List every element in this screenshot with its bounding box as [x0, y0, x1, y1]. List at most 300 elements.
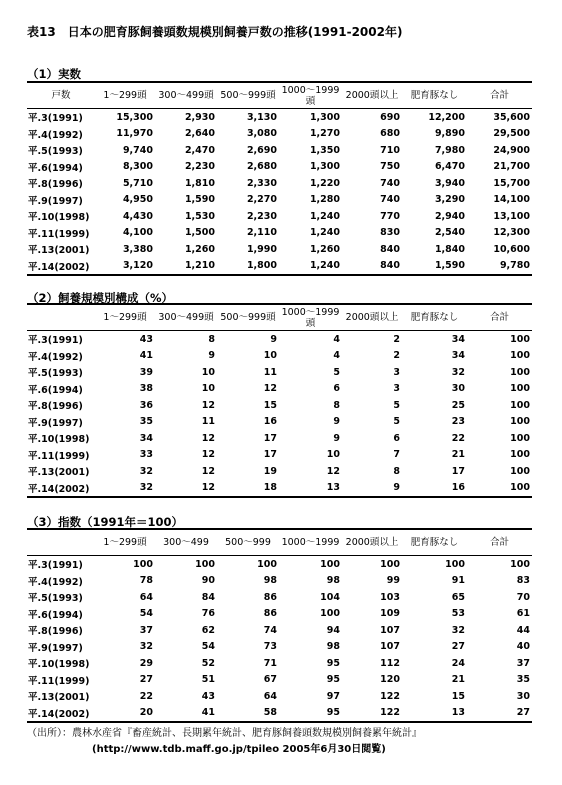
- value-cell: 100: [510, 383, 530, 395]
- value-cell: 15,700: [493, 177, 530, 189]
- value-cell: 3,120: [95, 258, 155, 276]
- table-row: [27, 705, 532, 723]
- value-cell: 27: [139, 674, 153, 686]
- value-cell: 840: [342, 258, 402, 276]
- value-cell: 32: [451, 366, 465, 378]
- value-cell: 5: [393, 416, 400, 428]
- table-row: [27, 241, 532, 258]
- value-cell: 1,240: [309, 210, 340, 222]
- value-cell: 17: [263, 449, 277, 461]
- value-cell: 1,260: [184, 243, 215, 255]
- value-cell: 100: [510, 449, 530, 461]
- value-cell: 84: [201, 591, 215, 603]
- table-row: [27, 414, 532, 431]
- value-cell: 97: [326, 690, 340, 702]
- column-header: 1000～1999頭: [279, 82, 342, 109]
- table-row: [27, 159, 532, 176]
- value-cell: 51: [201, 674, 215, 686]
- value-cell: 4,950: [122, 194, 153, 206]
- value-cell: 22: [451, 432, 465, 444]
- value-cell: 8: [333, 399, 340, 411]
- value-cell: 43: [201, 690, 215, 702]
- value-cell: 12: [201, 399, 215, 411]
- value-cell: 3,290: [434, 194, 465, 206]
- value-cell: 1,530: [184, 210, 215, 222]
- year-cell: 平.14(2002): [27, 258, 95, 276]
- table-actual-counts: [27, 81, 532, 276]
- value-cell: 8: [393, 465, 400, 477]
- table-row: [27, 639, 532, 656]
- value-cell: 2,940: [434, 210, 465, 222]
- value-cell: 6: [333, 383, 340, 395]
- value-cell: 86: [263, 591, 277, 603]
- value-cell: 34: [451, 350, 465, 362]
- value-cell: 27: [451, 641, 465, 653]
- value-cell: 8,300: [122, 161, 153, 173]
- value-cell: 20: [95, 705, 155, 723]
- value-cell: 58: [217, 705, 279, 723]
- value-cell: 23: [451, 416, 465, 428]
- value-cell: 10: [201, 383, 215, 395]
- table-row: [27, 126, 532, 143]
- value-cell: 3,080: [246, 128, 277, 140]
- value-cell: 94: [326, 624, 340, 636]
- value-cell: 11: [263, 366, 277, 378]
- value-cell: 107: [380, 624, 400, 636]
- value-cell: 100: [510, 350, 530, 362]
- value-cell: 100: [195, 558, 215, 570]
- value-cell: 9,780: [467, 258, 532, 276]
- value-cell: 32: [139, 465, 153, 477]
- year-cell: 平.10(1998): [28, 434, 90, 446]
- value-cell: 9: [270, 333, 277, 345]
- year-cell: 平.4(1992): [28, 129, 83, 141]
- value-cell: 830: [380, 227, 400, 239]
- column-header: 合計: [467, 82, 532, 109]
- value-cell: 64: [263, 690, 277, 702]
- value-cell: 2: [393, 350, 400, 362]
- value-cell: 9: [333, 416, 340, 428]
- column-header: 500～999頭: [217, 304, 279, 331]
- value-cell: 99: [386, 575, 400, 587]
- value-cell: 35: [139, 416, 153, 428]
- value-cell: 70: [516, 591, 530, 603]
- value-cell: 12,200: [428, 111, 465, 123]
- value-cell: 17: [451, 465, 465, 477]
- value-cell: 1,240: [309, 227, 340, 239]
- column-header: 2000頭以上: [342, 304, 402, 331]
- column-header: 肥育豚なし: [402, 529, 467, 556]
- table-row: [27, 672, 532, 689]
- value-cell: 43: [139, 333, 153, 345]
- table-row: [27, 397, 532, 414]
- value-cell: 1,800: [217, 258, 279, 276]
- source-url: (http://www.tdb.maff.go.jp/tpileo 2005年6月30日閲覧): [92, 744, 386, 755]
- value-cell: 100: [257, 558, 277, 570]
- value-cell: 14,100: [493, 194, 530, 206]
- value-cell: 61: [516, 608, 530, 620]
- value-cell: 32: [95, 480, 155, 498]
- year-cell: 平.14(2002): [27, 480, 95, 498]
- value-cell: 12,300: [493, 227, 530, 239]
- year-cell: 平.5(1993): [28, 146, 83, 158]
- value-cell: 770: [380, 210, 400, 222]
- section-title-composition: （2）飼養規模別構成（%）: [27, 291, 174, 305]
- value-cell: 29: [139, 657, 153, 669]
- value-cell: 44: [516, 624, 530, 636]
- value-cell: 100: [510, 399, 530, 411]
- year-cell: 平.5(1993): [28, 593, 83, 605]
- year-cell: 平.6(1994): [28, 162, 83, 174]
- value-cell: 690: [380, 111, 400, 123]
- value-cell: 1,990: [246, 243, 277, 255]
- column-header: 500～999頭: [217, 82, 279, 109]
- value-cell: 1,840: [434, 243, 465, 255]
- value-cell: 2,330: [246, 177, 277, 189]
- value-cell: 18: [217, 480, 279, 498]
- table-row: [27, 364, 532, 381]
- year-cell: 平.11(1999): [28, 228, 90, 240]
- value-cell: 9: [208, 350, 215, 362]
- year-cell: 平.6(1994): [28, 609, 83, 621]
- column-header: 2000頭以上: [342, 529, 402, 556]
- table-row: [27, 655, 532, 672]
- column-header: 合計: [467, 304, 532, 331]
- value-cell: 5: [333, 366, 340, 378]
- value-cell: 33: [139, 449, 153, 461]
- value-cell: 1,220: [309, 177, 340, 189]
- value-cell: 15: [451, 690, 465, 702]
- value-cell: 1,300: [309, 111, 340, 123]
- table-row: [27, 688, 532, 705]
- value-cell: 107: [380, 641, 400, 653]
- value-cell: 95: [326, 657, 340, 669]
- table-row: [27, 556, 532, 573]
- value-cell: 10: [263, 350, 277, 362]
- value-cell: 4: [333, 333, 340, 345]
- value-cell: 8: [208, 333, 215, 345]
- value-cell: 1,280: [309, 194, 340, 206]
- value-cell: 21: [451, 674, 465, 686]
- value-cell: 30: [516, 690, 530, 702]
- value-cell: 91: [451, 575, 465, 587]
- value-cell: 100: [510, 432, 530, 444]
- column-header: 1～299頭: [95, 82, 155, 109]
- value-cell: 12: [201, 432, 215, 444]
- value-cell: 67: [263, 674, 277, 686]
- column-header: 1～299頭: [95, 304, 155, 331]
- value-cell: 24: [451, 657, 465, 669]
- value-cell: 3,380: [122, 243, 153, 255]
- table-composition-percent: [27, 303, 532, 498]
- value-cell: 740: [380, 194, 400, 206]
- value-cell: 9,740: [122, 144, 153, 156]
- value-cell: 15: [263, 399, 277, 411]
- value-cell: 2,270: [246, 194, 277, 206]
- value-cell: 2,640: [184, 128, 215, 140]
- value-cell: 11,970: [116, 128, 153, 140]
- value-cell: 4,430: [122, 210, 153, 222]
- value-cell: 6: [393, 432, 400, 444]
- value-cell: 10,600: [493, 243, 530, 255]
- value-cell: 95: [326, 674, 340, 686]
- header-row-label: [27, 304, 95, 331]
- value-cell: 2,230: [184, 161, 215, 173]
- table-row: [27, 142, 532, 159]
- table-row: [27, 606, 532, 623]
- value-cell: 100: [445, 558, 465, 570]
- table-row: [27, 381, 532, 398]
- value-cell: 710: [380, 144, 400, 156]
- value-cell: 9,890: [434, 128, 465, 140]
- value-cell: 750: [380, 161, 400, 173]
- value-cell: 104: [320, 591, 340, 603]
- table-row: [27, 331, 532, 348]
- section-title-index: （3）指数（1991年＝100）: [27, 515, 184, 529]
- value-cell: 19: [263, 465, 277, 477]
- value-cell: 24,900: [493, 144, 530, 156]
- year-cell: 平.3(1991): [28, 335, 83, 347]
- table-row: [27, 208, 532, 225]
- header-row-label: [27, 529, 95, 556]
- value-cell: 3: [393, 383, 400, 395]
- value-cell: 95: [279, 705, 342, 723]
- value-cell: 7: [393, 449, 400, 461]
- table-row: [27, 348, 532, 365]
- value-cell: 78: [139, 575, 153, 587]
- year-cell: 平.14(2002): [27, 705, 95, 723]
- table-index: [27, 528, 532, 723]
- year-cell: 平.4(1992): [28, 351, 83, 363]
- value-cell: 1,300: [309, 161, 340, 173]
- value-cell: 3: [393, 366, 400, 378]
- value-cell: 1,260: [309, 243, 340, 255]
- value-cell: 53: [451, 608, 465, 620]
- value-cell: 39: [139, 366, 153, 378]
- value-cell: 2: [393, 333, 400, 345]
- year-cell: 平.11(1999): [28, 675, 90, 687]
- value-cell: 17: [263, 432, 277, 444]
- value-cell: 2,110: [246, 227, 277, 239]
- value-cell: 1,240: [279, 258, 342, 276]
- value-cell: 86: [263, 608, 277, 620]
- value-cell: 100: [510, 416, 530, 428]
- column-header: 500～999: [217, 529, 279, 556]
- year-cell: 平.9(1997): [28, 195, 83, 207]
- year-cell: 平.13(2001): [28, 245, 90, 257]
- table-row: [27, 480, 532, 498]
- column-header: 1000～1999頭: [279, 304, 342, 331]
- value-cell: 35: [516, 674, 530, 686]
- year-cell: 平.9(1997): [28, 417, 83, 429]
- table-row: [27, 175, 532, 192]
- value-cell: 1,590: [184, 194, 215, 206]
- value-cell: 12: [201, 465, 215, 477]
- value-cell: 25: [451, 399, 465, 411]
- column-header: 合計: [467, 529, 532, 556]
- value-cell: 2,930: [184, 111, 215, 123]
- table-row: [27, 573, 532, 590]
- value-cell: 32: [451, 624, 465, 636]
- value-cell: 100: [510, 366, 530, 378]
- table-row: [27, 225, 532, 242]
- value-cell: 35,600: [493, 111, 530, 123]
- column-header: 300～499頭: [155, 304, 217, 331]
- year-cell: 平.6(1994): [28, 384, 83, 396]
- value-cell: 21: [451, 449, 465, 461]
- value-cell: 10: [326, 449, 340, 461]
- value-cell: 6,470: [434, 161, 465, 173]
- value-cell: 34: [139, 432, 153, 444]
- year-cell: 平.3(1991): [28, 113, 83, 125]
- value-cell: 98: [326, 641, 340, 653]
- value-cell: 100: [510, 558, 530, 570]
- table-row: [27, 622, 532, 639]
- value-cell: 13: [279, 480, 342, 498]
- value-cell: 2,690: [246, 144, 277, 156]
- value-cell: 37: [516, 657, 530, 669]
- value-cell: 9: [333, 432, 340, 444]
- year-cell: 平.5(1993): [28, 368, 83, 380]
- year-cell: 平.8(1996): [28, 626, 83, 638]
- value-cell: 13,100: [493, 210, 530, 222]
- column-header: 1000～1999: [279, 529, 342, 556]
- column-header: 300～499: [155, 529, 217, 556]
- value-cell: 100: [320, 558, 340, 570]
- value-cell: 3,130: [246, 111, 277, 123]
- value-cell: 4: [333, 350, 340, 362]
- column-header: 300～499頭: [155, 82, 217, 109]
- value-cell: 100: [510, 333, 530, 345]
- value-cell: 98: [326, 575, 340, 587]
- value-cell: 109: [380, 608, 400, 620]
- value-cell: 1,350: [309, 144, 340, 156]
- header-row-label: 戸数: [27, 82, 95, 109]
- table-row: [27, 258, 532, 276]
- value-cell: 100: [467, 480, 532, 498]
- value-cell: 34: [451, 333, 465, 345]
- value-cell: 740: [380, 177, 400, 189]
- value-cell: 36: [139, 399, 153, 411]
- value-cell: 120: [380, 674, 400, 686]
- value-cell: 1,810: [184, 177, 215, 189]
- value-cell: 11: [201, 416, 215, 428]
- value-cell: 21,700: [493, 161, 530, 173]
- year-cell: 平.10(1998): [28, 659, 90, 671]
- value-cell: 9: [342, 480, 402, 498]
- year-cell: 平.8(1996): [28, 179, 83, 191]
- value-cell: 41: [155, 705, 217, 723]
- source-note: [27, 726, 422, 758]
- year-cell: 平.10(1998): [28, 212, 90, 224]
- value-cell: 15,300: [116, 111, 153, 123]
- year-cell: 平.8(1996): [28, 401, 83, 413]
- table-row: [27, 109, 532, 126]
- value-cell: 2,470: [184, 144, 215, 156]
- value-cell: 100: [380, 558, 400, 570]
- year-cell: 平.3(1991): [28, 560, 83, 572]
- value-cell: 76: [201, 608, 215, 620]
- value-cell: 5,710: [122, 177, 153, 189]
- value-cell: 54: [139, 608, 153, 620]
- column-header: 肥育豚なし: [402, 82, 467, 109]
- column-header: 2000頭以上: [342, 82, 402, 109]
- year-cell: 平.4(1992): [28, 576, 83, 588]
- value-cell: 2,230: [246, 210, 277, 222]
- value-cell: 16: [402, 480, 467, 498]
- value-cell: 680: [380, 128, 400, 140]
- value-cell: 83: [516, 575, 530, 587]
- value-cell: 122: [342, 705, 402, 723]
- value-cell: 100: [320, 608, 340, 620]
- value-cell: 64: [139, 591, 153, 603]
- table-row: [27, 192, 532, 209]
- value-cell: 37: [139, 624, 153, 636]
- source-line: （出所）：農林水産省『畜産統計、長期累年統計、肥育豚飼養頭数規模別飼養累年統計』: [27, 728, 422, 739]
- value-cell: 90: [201, 575, 215, 587]
- table-row: [27, 447, 532, 464]
- value-cell: 4,100: [122, 227, 153, 239]
- value-cell: 2,680: [246, 161, 277, 173]
- value-cell: 30: [451, 383, 465, 395]
- value-cell: 52: [201, 657, 215, 669]
- value-cell: 40: [516, 641, 530, 653]
- value-cell: 122: [380, 690, 400, 702]
- value-cell: 65: [451, 591, 465, 603]
- value-cell: 12: [263, 383, 277, 395]
- value-cell: 12: [201, 449, 215, 461]
- column-header: 1～299頭: [95, 529, 155, 556]
- value-cell: 10: [201, 366, 215, 378]
- value-cell: 16: [263, 416, 277, 428]
- value-cell: 5: [393, 399, 400, 411]
- value-cell: 100: [510, 465, 530, 477]
- year-cell: 平.13(2001): [28, 692, 90, 704]
- value-cell: 7,980: [434, 144, 465, 156]
- column-header: 肥育豚なし: [402, 304, 467, 331]
- value-cell: 1,210: [155, 258, 217, 276]
- value-cell: 32: [139, 641, 153, 653]
- year-cell: 平.11(1999): [28, 450, 90, 462]
- value-cell: 98: [263, 575, 277, 587]
- table-row: [27, 463, 532, 480]
- value-cell: 1,590: [402, 258, 467, 276]
- value-cell: 22: [139, 690, 153, 702]
- value-cell: 38: [139, 383, 153, 395]
- value-cell: 3,940: [434, 177, 465, 189]
- year-cell: 平.13(2001): [28, 467, 90, 479]
- section-title-actual: （1）実数: [27, 67, 82, 81]
- value-cell: 12: [326, 465, 340, 477]
- value-cell: 74: [263, 624, 277, 636]
- value-cell: 100: [133, 558, 153, 570]
- value-cell: 13: [402, 705, 467, 723]
- value-cell: 1,500: [184, 227, 215, 239]
- value-cell: 840: [380, 243, 400, 255]
- value-cell: 71: [263, 657, 277, 669]
- table-row: [27, 589, 532, 606]
- value-cell: 12: [155, 480, 217, 498]
- value-cell: 2,540: [434, 227, 465, 239]
- year-cell: 平.9(1997): [28, 642, 83, 654]
- value-cell: 112: [380, 657, 400, 669]
- table-row: [27, 430, 532, 447]
- value-cell: 54: [201, 641, 215, 653]
- value-cell: 1,270: [309, 128, 340, 140]
- page-title: 表13 日本の肥育豚飼養頭数規模別飼養戸数の推移(1991-2002年): [27, 25, 403, 39]
- value-cell: 29,500: [493, 128, 530, 140]
- value-cell: 27: [467, 705, 532, 723]
